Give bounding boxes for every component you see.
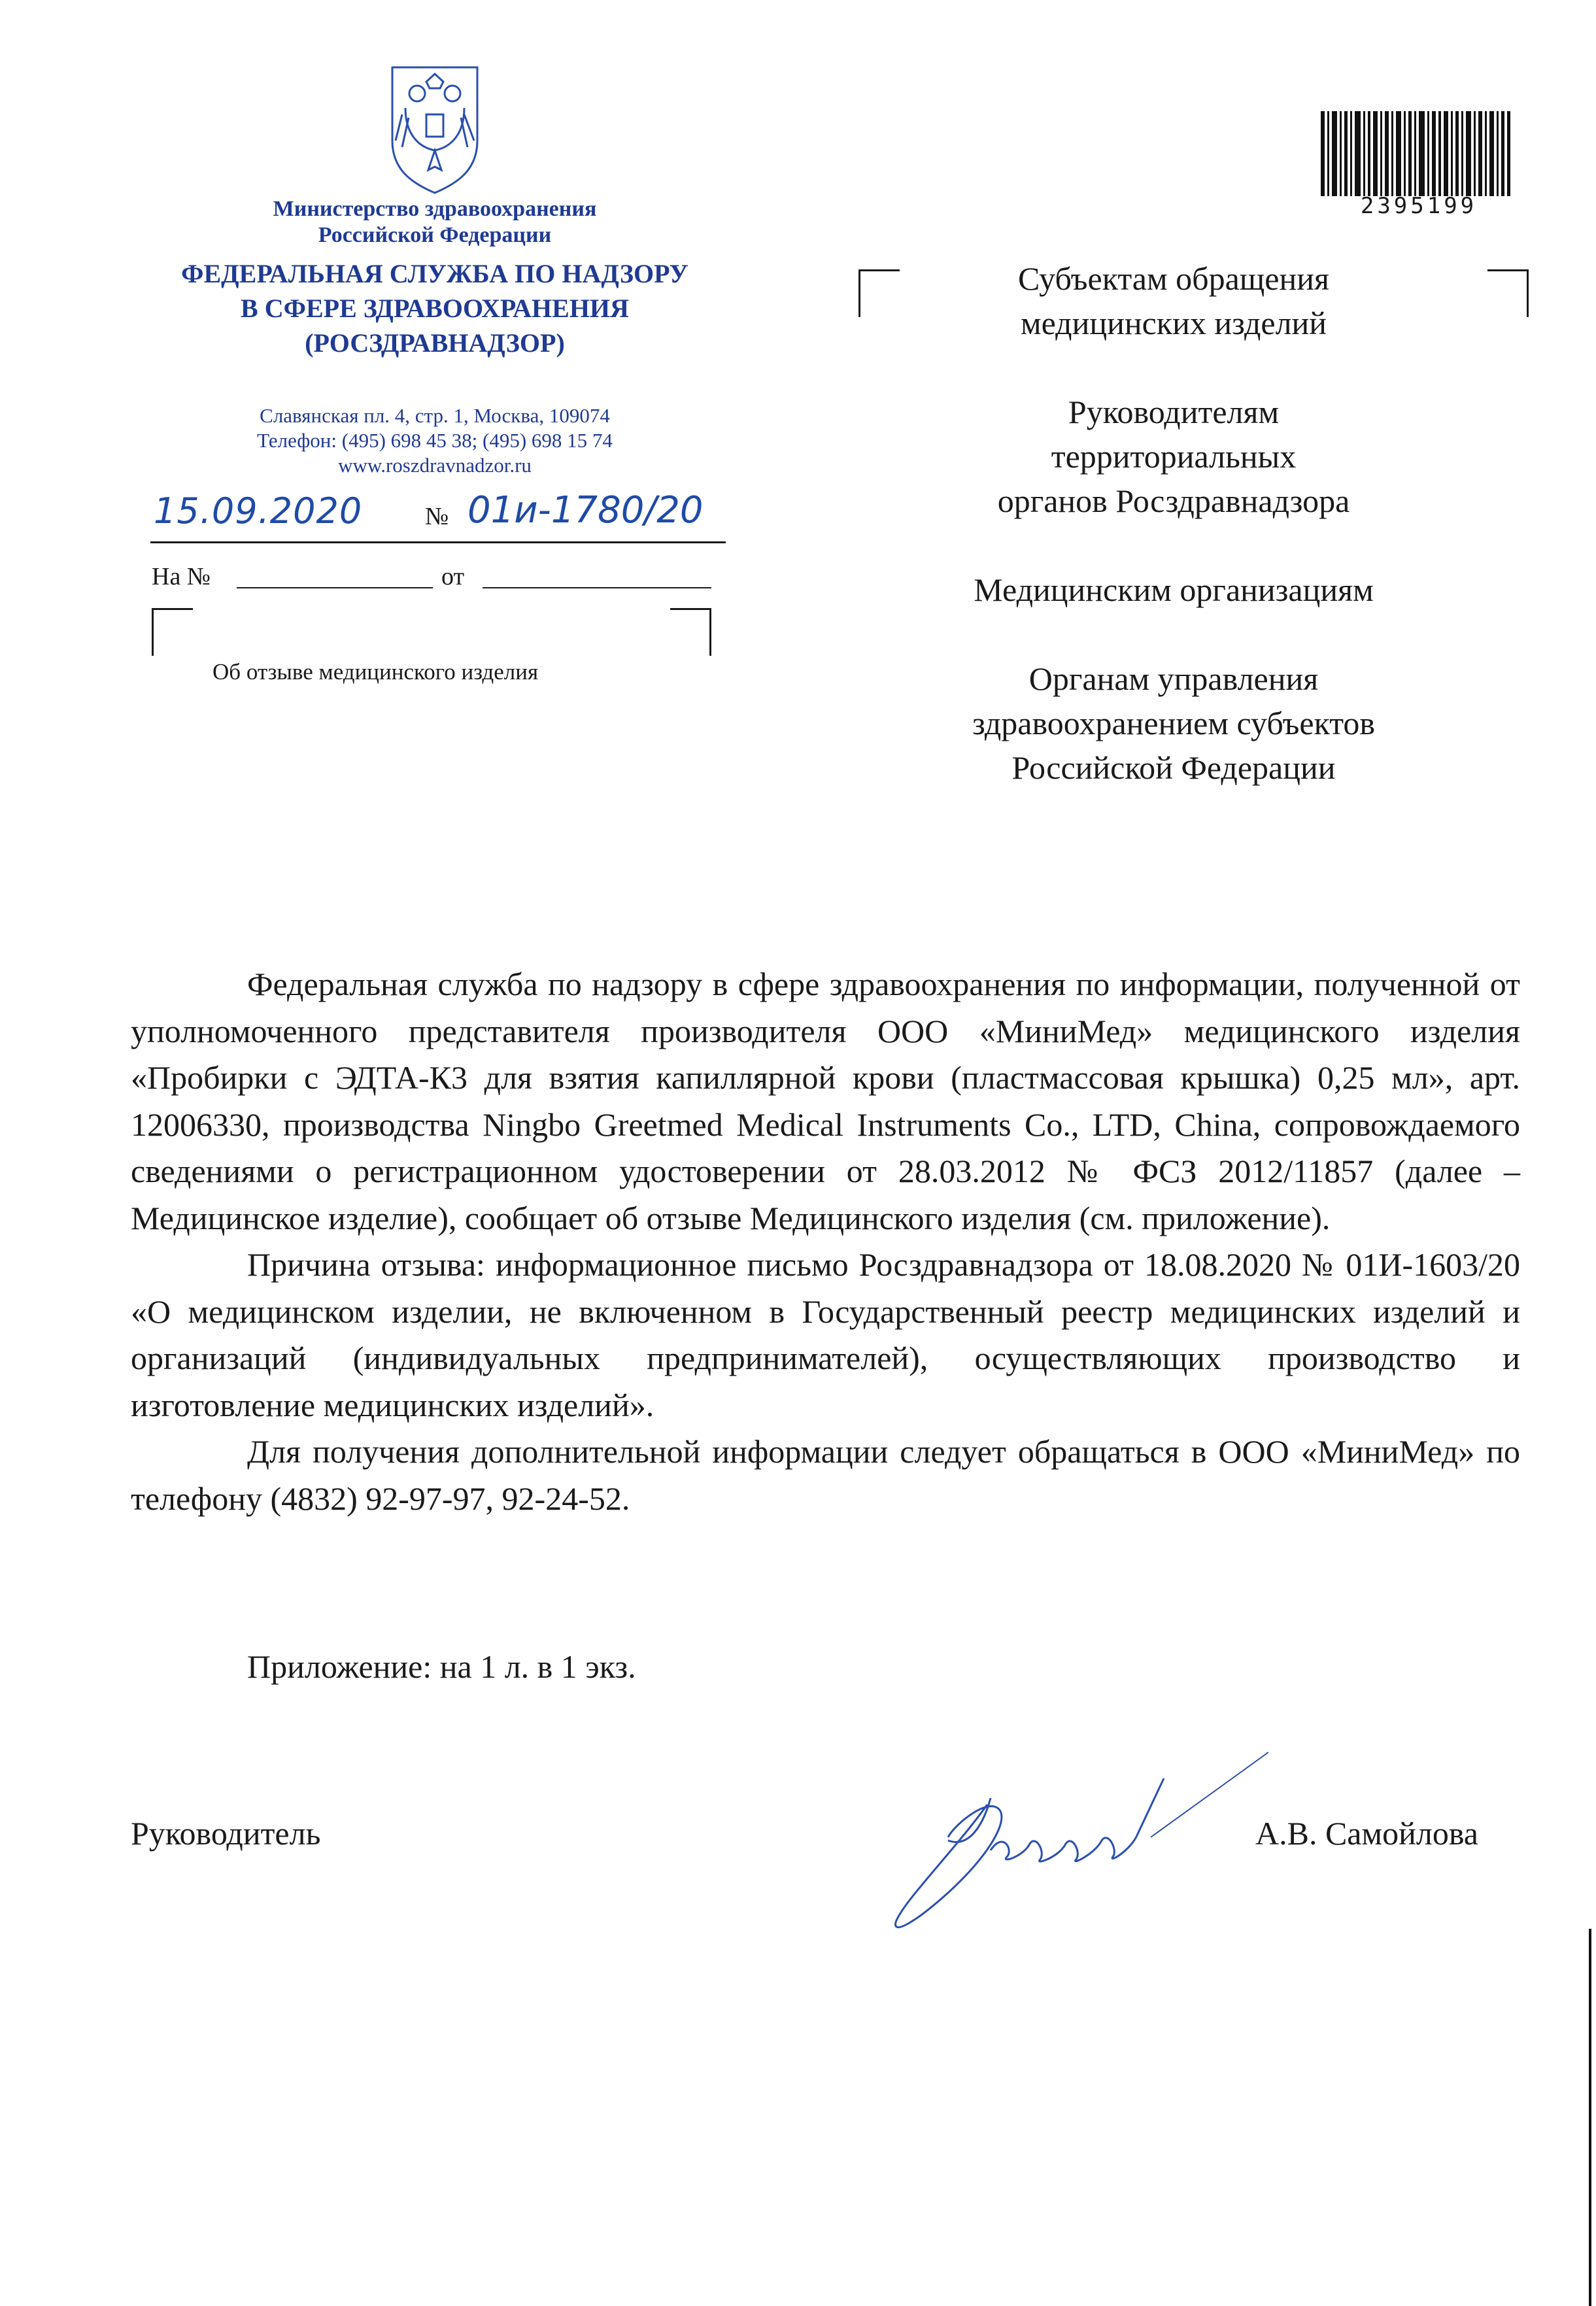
registration-underline bbox=[150, 541, 726, 543]
barcode-icon bbox=[1321, 111, 1510, 196]
scan-edge bbox=[1589, 1929, 1591, 2306]
address-line: Славянская пл. 4, стр. 1, Москва, 109074 bbox=[260, 404, 610, 427]
subject-corner-right bbox=[670, 608, 711, 656]
addressee-line: Органам управления bbox=[1028, 660, 1319, 697]
signatory-name: А.В. Самойлова bbox=[1255, 1815, 1478, 1852]
website-line: www.roszdravnadzor.ru bbox=[338, 454, 532, 477]
addressee-line: здравоохранением субъектов bbox=[972, 705, 1376, 741]
from-label: от bbox=[441, 563, 465, 590]
body-paragraph: Причина отзыва: информационное письмо Росздравнадзора от 18.08.2020 № 01И-1603/20 «О медицинском изделии, не включенном в Государственный реестр медицинских изделий и организаций (индивидуальных предпринимателей), осуществляющих производство и изготовление медицинских изделий». bbox=[131, 1246, 1520, 1423]
body-paragraph: Для получения дополнительной информации следует обращаться в ООО «МиниМед» по телефону (4832) 92-97-97, 92-24-52. bbox=[131, 1433, 1520, 1517]
service-name-line1: ФЕДЕРАЛЬНАЯ СЛУЖБА ПО НАДЗОРУ bbox=[181, 259, 688, 288]
addressee-line: Российской Федерации bbox=[1011, 749, 1336, 786]
reply-to-field bbox=[237, 587, 433, 588]
letter-body bbox=[131, 961, 1520, 1522]
from-field bbox=[483, 587, 711, 588]
barcode-number: 2395199 bbox=[1360, 193, 1478, 219]
signature-icon bbox=[876, 1726, 1295, 1942]
addressee-line: органов Росздравнадзора bbox=[997, 483, 1350, 519]
ministry-name-line1: Министерство здравоохранения bbox=[273, 197, 597, 221]
reply-to-label: На № bbox=[152, 563, 211, 590]
addressee-corner-left bbox=[858, 269, 900, 317]
addressees-block bbox=[896, 256, 1452, 790]
subject-corner-left bbox=[152, 608, 193, 656]
addressee-line: медицинских изделий bbox=[1020, 305, 1327, 341]
barcode bbox=[1321, 111, 1510, 196]
service-name-line2: В СФЕРЕ ЗДРАВООХРАНЕНИЯ bbox=[241, 294, 629, 323]
attachment-note: Приложение: на 1 л. в 1 экз. bbox=[247, 1648, 636, 1685]
addressee-line: Руководителям bbox=[1068, 394, 1280, 430]
double-headed-eagle-emblem-icon bbox=[366, 62, 503, 199]
phone-line: Телефон: (495) 698 45 38; (495) 698 15 74 bbox=[257, 429, 613, 452]
number-sign: № bbox=[425, 503, 449, 530]
signatory-role: Руководитель bbox=[131, 1815, 321, 1852]
body-paragraph: Федеральная служба по надзору в сфере здравоохранения по информации, полученной от уполномоченного представителя производителя ООО «МиниМед» медицинского изделия «Пробирки с ЭДТА-К3 для взятия капиллярной крови (пластмассовая крышка) 0,25 мл», арт. 12006330, производства Ningbo Greetmed Medical Instruments Co., LTD, China, сопровождаемого сведениями о регистрационном удостоверении от 28.03.2012 № ФСЗ 2012/11857 (далее – Медицинское изделие), сообщает об отзыве Медицинского изделия (см. приложение). bbox=[131, 966, 1520, 1236]
emblem bbox=[366, 62, 503, 199]
service-name-line3: (РОСЗДРАВНАДЗОР) bbox=[305, 328, 565, 358]
addressee-corner-right bbox=[1487, 269, 1529, 317]
registration-number: 01и-1780/20 bbox=[467, 489, 704, 532]
registration-date: 15.09.2020 bbox=[154, 490, 363, 532]
addressee-line: Субъектам обращения bbox=[1018, 260, 1329, 297]
letter-subject: Об отзыве медицинского изделия bbox=[212, 659, 539, 685]
addressee-line: Медицинским организациям bbox=[974, 571, 1374, 608]
ministry-name-line2: Российской Федерации bbox=[318, 223, 552, 247]
addressee-line: территориальных bbox=[1051, 438, 1297, 475]
handwritten-signature bbox=[876, 1726, 1295, 1942]
